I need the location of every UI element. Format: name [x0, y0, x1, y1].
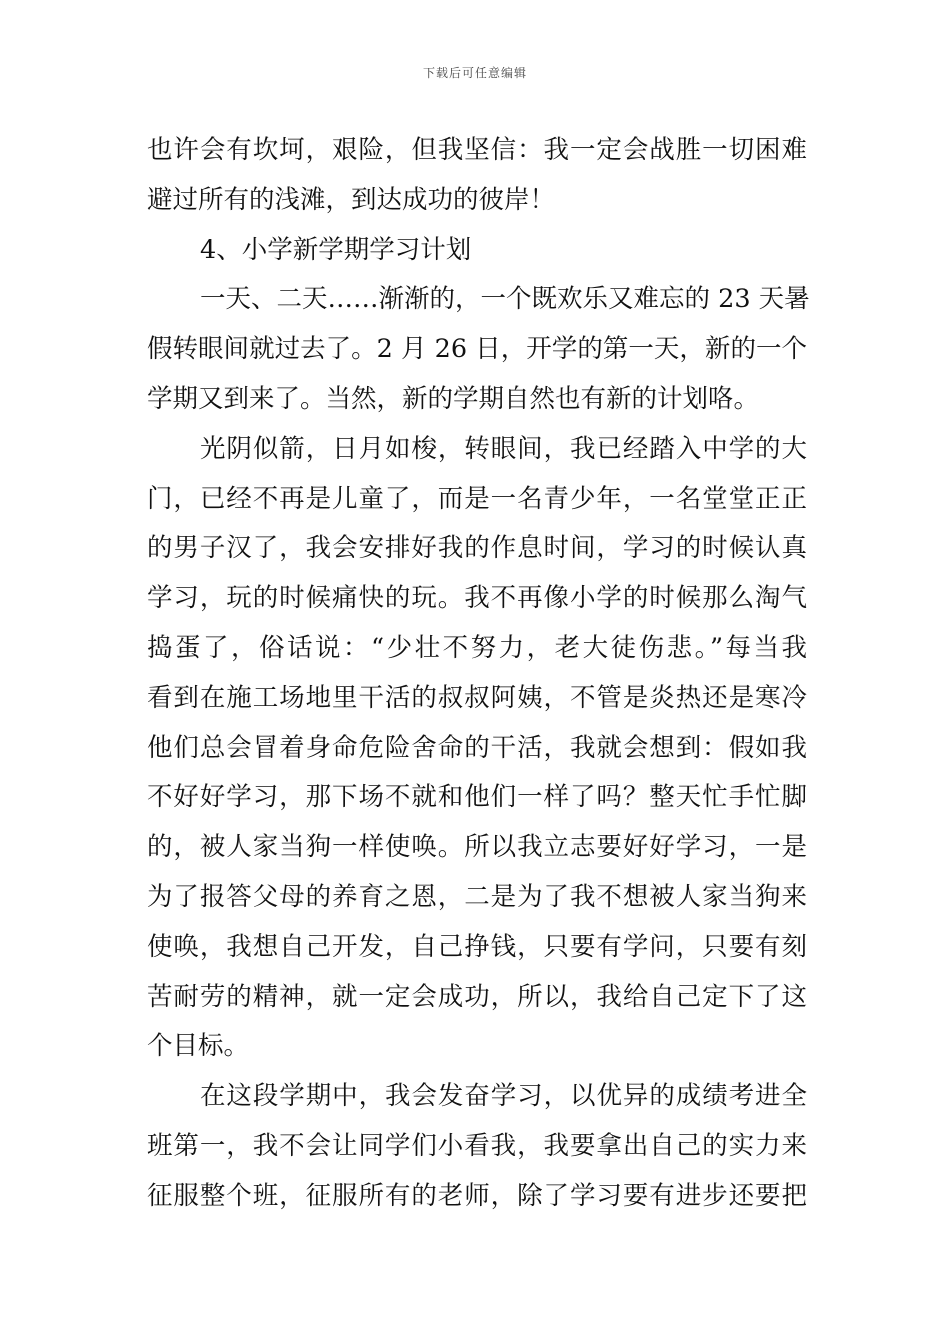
text-line: 的，被人家当狗一样使唤。所以我立志要好好学习，一是	[147, 832, 807, 863]
text-line: 在这段学期中，我会发奋学习，以优异的成绩考进全	[200, 1081, 807, 1112]
document-body	[147, 126, 810, 1222]
text-line: 征服整个班，征服所有的老师，除了学习要有进步还要把	[147, 1180, 807, 1211]
text-line: 看到在施工场地里干活的叔叔阿姨，不管是炎热还是寒冷	[147, 682, 807, 713]
text-line: 的男子汉了，我会安排好我的作息时间，学习的时候认真	[147, 533, 807, 564]
text-line: 4、小学新学期学习计划	[200, 234, 472, 265]
text-line: 班第一，我不会让同学们小看我，我要拿出自己的实力来	[147, 1130, 807, 1161]
text-line: 学习，玩的时候痛快的玩。我不再像小学的时候那么淘气	[147, 583, 807, 614]
text-line: 他们总会冒着身命危险舍命的干活，我就会想到：假如我	[147, 732, 807, 763]
text-line: 不好好学习，那下场不就和他们一样了吗？整天忙手忙脚	[147, 782, 807, 813]
text-line: 捣蛋了，俗话说：“少壮不努力，老大徒伤悲。”每当我	[147, 632, 807, 663]
text-line: 避过所有的浅滩，到达成功的彼岸！	[147, 184, 556, 215]
text-line: 也许会有坎坷，艰险，但我坚信：我一定会战胜一切困难	[147, 135, 807, 165]
text-line: 苦耐劳的精神，就一定会成功，所以，我给自己定下了这	[147, 981, 807, 1012]
text-line: 假转眼间就过去了。2 月 26 日，开学的第一天，新的一个	[147, 334, 807, 365]
text-line: 使唤，我想自己开发，自己挣钱，只要有学问，只要有刻	[147, 931, 807, 962]
text-line: 门，已经不再是儿童了，而是一名青少年，一名堂堂正正	[147, 483, 807, 514]
text-line: 个目标。	[147, 1031, 250, 1062]
text-line: 学期又到来了。当然，新的学期自然也有新的计划咯。	[147, 383, 760, 414]
text-line: 为了报答父母的养育之恩，二是为了我不想被人家当狗来	[147, 881, 807, 912]
text-line: 一天、二天……渐渐的，一个既欢乐又难忘的 23 天暑	[200, 284, 810, 315]
text-line: 光阴似箭，日月如梭，转眼间，我已经踏入中学的大	[200, 433, 807, 464]
page-header-note: 下载后可任意编辑	[422, 66, 527, 80]
